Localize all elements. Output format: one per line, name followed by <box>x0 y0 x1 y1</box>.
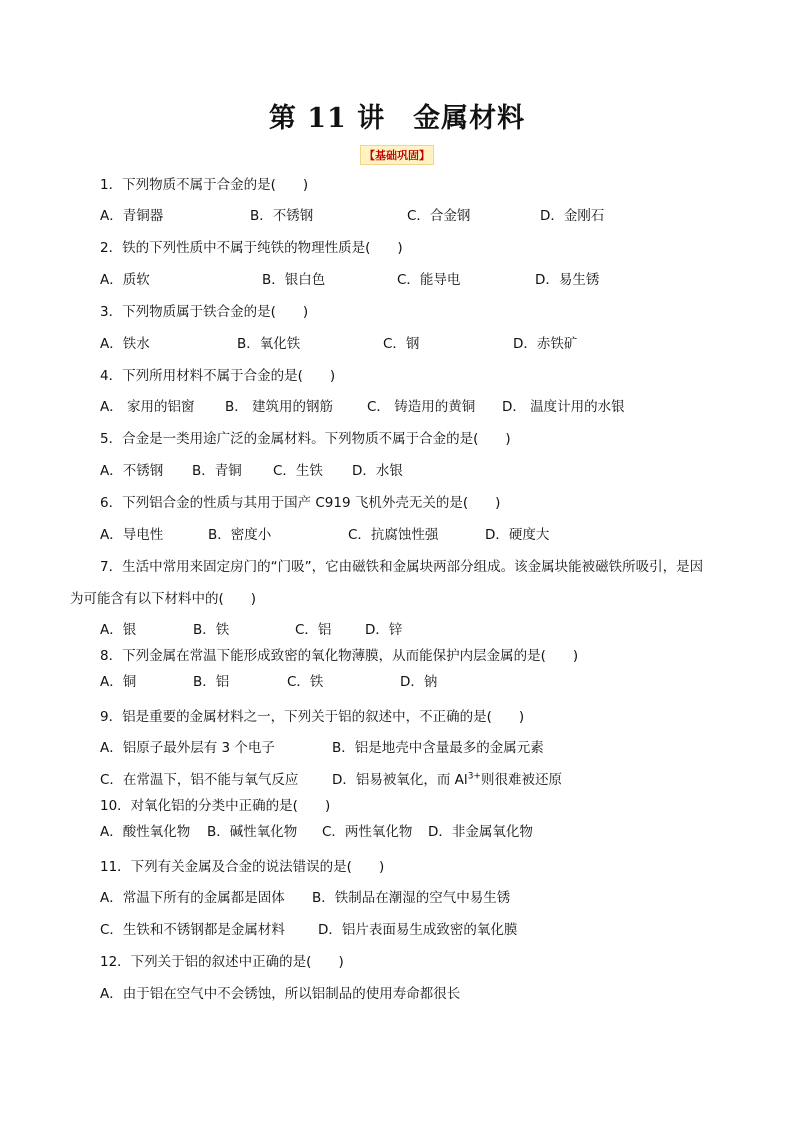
option-a: A．银 <box>100 622 137 638</box>
section-tag-label: 【基础巩固】 <box>360 145 434 165</box>
option-d: D．赤铁矿 <box>513 336 578 352</box>
option-d: D．锌 <box>365 622 403 638</box>
option-a: A．不锈钢 <box>100 463 164 479</box>
option-b: B．铝 <box>193 674 230 690</box>
question-stem: 8．下列金属在常温下能形成致密的氧化物薄膜，从而能保护内层金属的是( ) <box>100 648 579 664</box>
option-c: C．合金钢 <box>407 208 471 224</box>
option-d: D．铝片表面易生成致密的氧化膜 <box>318 922 518 938</box>
option-c: C．在常温下，铝不能与氧气反应 <box>100 772 299 788</box>
option-c: C．生铁和不锈钢都是金属材料 <box>100 922 285 938</box>
option-d: D．水银 <box>352 463 403 479</box>
option-c: C． 铸造用的黄铜 <box>367 399 476 415</box>
option-d: D．易生锈 <box>535 272 600 288</box>
question-stem: 4．下列所用材料不属于合金的是( ) <box>100 368 336 384</box>
option-d: D．硬度大 <box>485 527 550 543</box>
question-stem-continuation: 为可能含有以下材料中的( ) <box>70 591 257 607</box>
option-b: B．铁 <box>193 622 230 638</box>
option-a: A． 家用的铝窗 <box>100 399 195 415</box>
option-a: A．青铜器 <box>100 208 164 224</box>
option-b: B．青铜 <box>192 463 242 479</box>
option-a: A．质软 <box>100 272 150 288</box>
option-b: B．氧化铁 <box>237 336 301 352</box>
option-d: D．钠 <box>400 674 438 690</box>
option-d-tail: 则很难被还原 <box>480 772 562 788</box>
option-d-text: D．铝易被氧化，而 Al <box>332 772 468 788</box>
option-d: D． 温度计用的水银 <box>502 399 625 415</box>
option-b: B．密度小 <box>208 527 272 543</box>
question-stem: 6．下列铝合金的性质与其用于国产 C919 飞机外壳无关的是( ) <box>100 495 501 511</box>
option-a: A．铝原子最外层有 3 个电子 <box>100 740 275 756</box>
question-stem: 12．下列关于铝的叙述中正确的是( ) <box>100 954 344 970</box>
option-c: C．两性氧化物 <box>322 824 413 840</box>
question-stem: 10．对氧化铝的分类中正确的是( ) <box>100 798 331 814</box>
option-d: D．金刚石 <box>540 208 605 224</box>
option-b: B．银白色 <box>262 272 326 288</box>
page-title: 第 11 讲 金属材料 <box>268 103 526 134</box>
option-c: C．生铁 <box>273 463 323 479</box>
option-c: C．钢 <box>383 336 420 352</box>
question-stem: 5．合金是一类用途广泛的金属材料。下列物质不属于合金的是( ) <box>100 431 511 447</box>
option-a: A．导电性 <box>100 527 164 543</box>
option-c: C．铝 <box>295 622 332 638</box>
option-d <box>332 771 562 789</box>
option-c: C．抗腐蚀性强 <box>348 527 439 543</box>
section-tag <box>0 144 794 165</box>
option-b: B． 建筑用的钢筋 <box>225 399 334 415</box>
option-a: A．铁水 <box>100 336 150 352</box>
option-b: B．铝是地壳中含量最多的金属元素 <box>332 740 544 756</box>
option-c: C．铁 <box>287 674 324 690</box>
ion-charge: 3+ <box>467 771 481 782</box>
option-b: B．不锈钢 <box>250 208 314 224</box>
option-b: B．铁制品在潮湿的空气中易生锈 <box>312 890 511 906</box>
option-b: B．碱性氧化物 <box>207 824 298 840</box>
option-c: C．能导电 <box>397 272 461 288</box>
option-a: A．由于铝在空气中不会锈蚀，所以铝制品的使用寿命都很长 <box>100 986 461 1002</box>
question-stem: 11．下列有关金属及合金的说法错误的是( ) <box>100 859 385 875</box>
question-stem: 9．铝是重要的金属材料之一，下列关于铝的叙述中，不正确的是( ) <box>100 709 525 725</box>
option-a: A．酸性氧化物 <box>100 824 191 840</box>
option-a: A．铜 <box>100 674 137 690</box>
option-a: A．常温下所有的金属都是固体 <box>100 890 285 906</box>
question-stem: 1．下列物质不属于合金的是( ) <box>100 177 309 193</box>
question-stem: 7．生活中常用来固定房门的“门吸”，它由磁铁和金属块两部分组成。该金属块能被磁铁所吸引，是因 <box>100 559 704 575</box>
option-d: D．非金属氧化物 <box>428 824 533 840</box>
question-stem: 3．下列物质属于铁合金的是( ) <box>100 304 309 320</box>
question-stem: 2．铁的下列性质中不属于纯铁的物理性质是( ) <box>100 240 403 256</box>
